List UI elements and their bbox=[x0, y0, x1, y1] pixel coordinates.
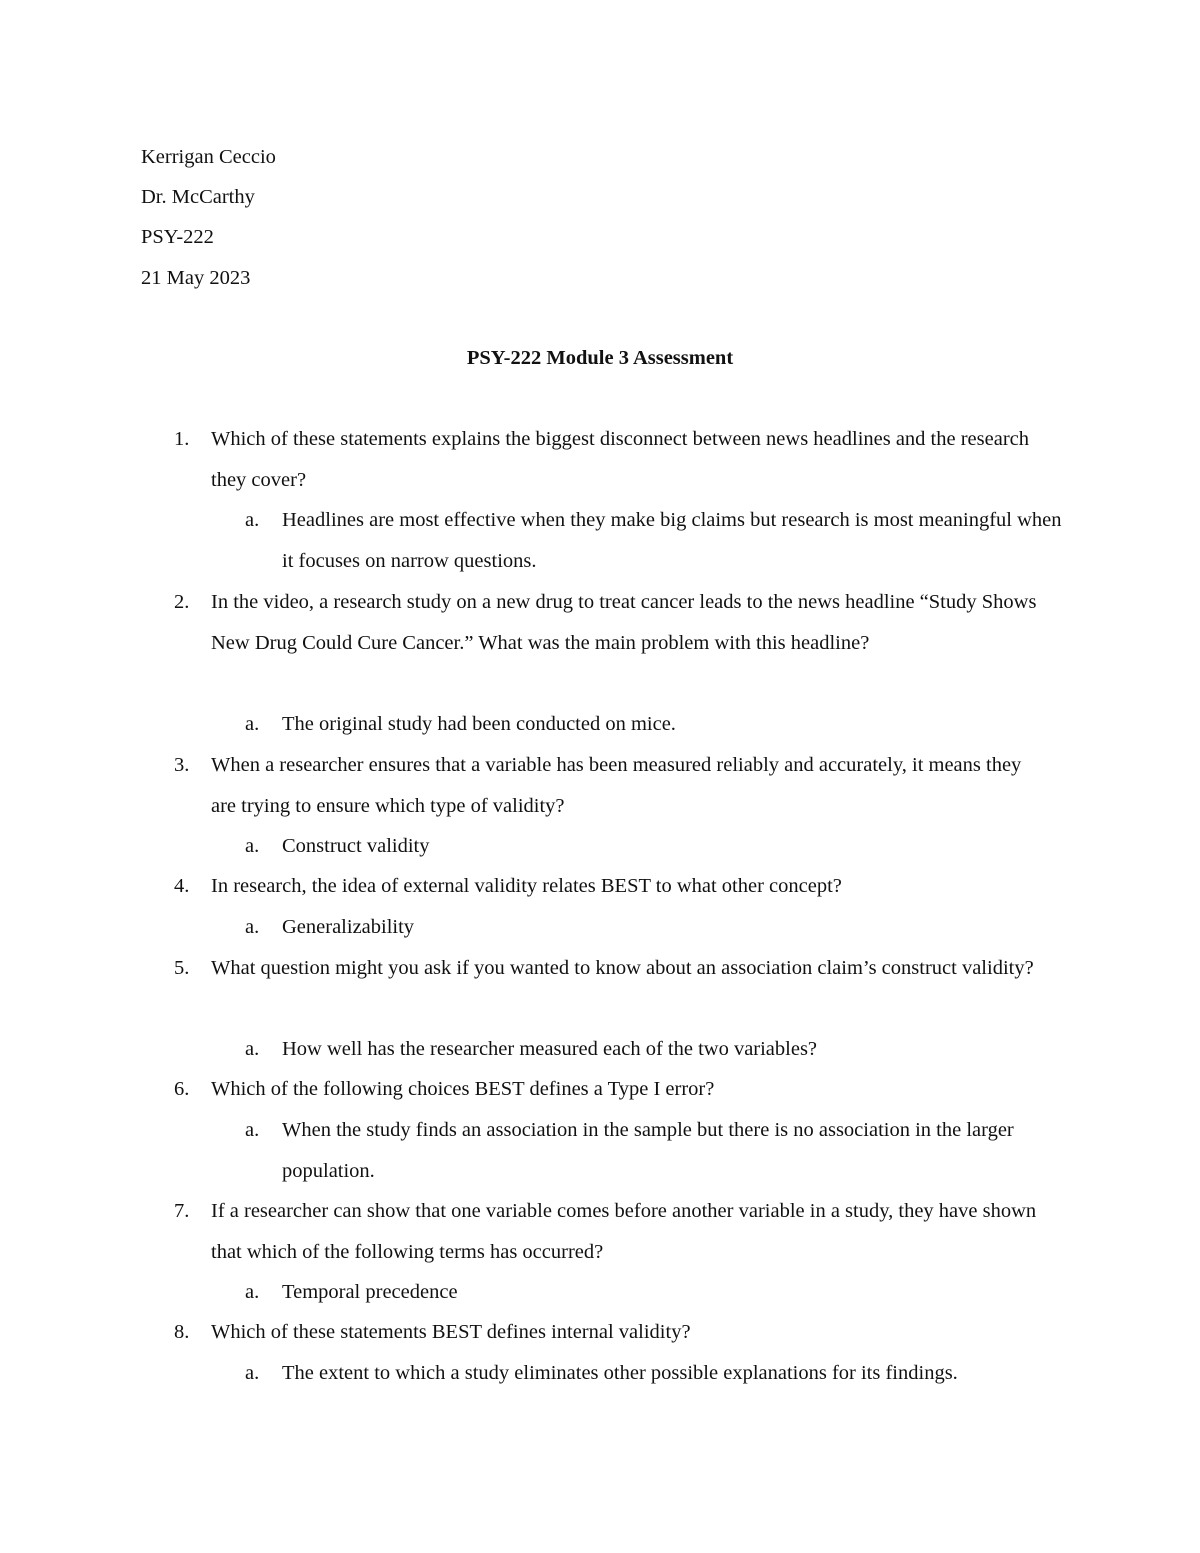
question-text: Which of the following choices BEST defines a Type I error? bbox=[211, 1078, 715, 1100]
question-number: 3. bbox=[174, 754, 190, 776]
answer-letter: a. bbox=[245, 1119, 260, 1141]
answer-letter: a. bbox=[245, 1362, 260, 1384]
question-text: Which of these statements BEST defines internal validity? bbox=[211, 1321, 691, 1343]
question-text: If a researcher can show that one variable comes before another variable in a study, they have shown that which of the following terms has occurred? bbox=[211, 1200, 1037, 1263]
question-number: 5. bbox=[174, 957, 190, 979]
question-text: Which of these statements explains the biggest disconnect between news headlines and the research they cover? bbox=[211, 428, 1030, 491]
question-number: 2. bbox=[174, 591, 190, 613]
course-code: PSY-222 bbox=[141, 226, 214, 248]
question-text: In the video, a research study on a new drug to treat cancer leads to the news headline “Study Shows New Drug Could Cure Cancer.” What was the main problem with this headline? bbox=[211, 591, 1037, 654]
answer-letter: a. bbox=[245, 916, 260, 938]
question-text: In research, the idea of external validity relates BEST to what other concept? bbox=[211, 875, 842, 897]
question-number: 8. bbox=[174, 1321, 190, 1343]
answer-text: The original study had been conducted on mice. bbox=[282, 713, 676, 735]
student-name: Kerrigan Ceccio bbox=[141, 146, 276, 168]
instructor-name: Dr. McCarthy bbox=[141, 186, 255, 208]
question-text: When a researcher ensures that a variable has been measured reliably and accurately, it means they are trying to ensure which type of validity? bbox=[211, 754, 1022, 817]
answer-letter: a. bbox=[245, 713, 260, 735]
answer-text: Temporal precedence bbox=[282, 1281, 458, 1303]
answer-letter: a. bbox=[245, 509, 260, 531]
answer-letter: a. bbox=[245, 1281, 260, 1303]
answer-text: When the study finds an association in the sample but there is no association in the larger population. bbox=[282, 1119, 1014, 1182]
question-number: 1. bbox=[174, 428, 190, 450]
question-number: 7. bbox=[174, 1200, 190, 1222]
question-number: 6. bbox=[174, 1078, 190, 1100]
question-number: 4. bbox=[174, 875, 190, 897]
answer-text: Headlines are most effective when they make big claims but research is most meaningful when it focuses on narrow questions. bbox=[282, 509, 1062, 572]
answer-text: How well has the researcher measured each of the two variables? bbox=[282, 1038, 818, 1060]
document-title: PSY-222 Module 3 Assessment bbox=[466, 347, 734, 369]
answer-text: The extent to which a study eliminates other possible explanations for its findings. bbox=[282, 1362, 958, 1384]
answer-text: Construct validity bbox=[282, 835, 430, 857]
question-text: What question might you ask if you wanted to know about an association claim’s construct validity? bbox=[211, 957, 1034, 979]
answer-text: Generalizability bbox=[282, 916, 415, 938]
answer-letter: a. bbox=[245, 1038, 260, 1060]
answer-letter: a. bbox=[245, 835, 260, 857]
submission-date: 21 May 2023 bbox=[141, 267, 251, 289]
